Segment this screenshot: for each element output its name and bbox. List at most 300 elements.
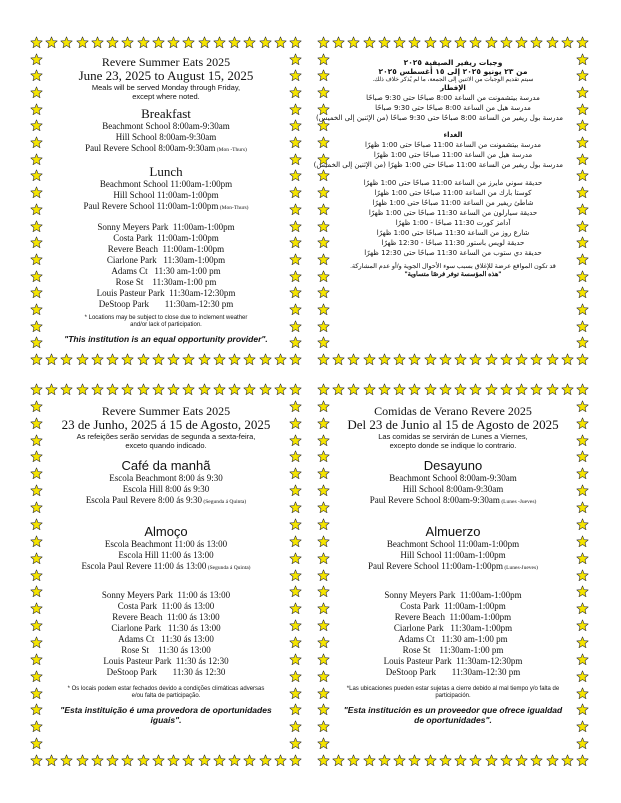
star-icon — [167, 36, 180, 49]
star-icon — [91, 754, 104, 767]
star-icon — [152, 36, 165, 49]
park-row: Rose St 11:30am-1:00 pm — [115, 277, 217, 287]
star-icon — [317, 220, 330, 233]
schedule-text: Escola Hill 8:00 ás 9:30 — [122, 484, 210, 494]
star-icon — [289, 737, 302, 750]
star-icon — [30, 203, 43, 216]
star-icon — [576, 53, 589, 66]
star-icon — [30, 336, 43, 349]
star-icon — [576, 86, 589, 99]
star-icon — [469, 353, 482, 366]
star-icon — [30, 69, 43, 82]
star-icon — [317, 569, 330, 582]
star-icon — [317, 320, 330, 333]
star-icon — [30, 417, 43, 430]
star-icon — [45, 383, 58, 396]
panel-arabic — [313, 36, 589, 366]
breakfast-heading: Breakfast — [141, 106, 191, 121]
star-icon — [76, 36, 89, 49]
star-icon — [289, 535, 302, 548]
star-icon — [469, 36, 482, 49]
date-range: Del 23 de Junio al 15 de Agosto de 2025 — [347, 417, 559, 432]
star-icon — [289, 670, 302, 683]
star-icon — [515, 383, 528, 396]
star-icon — [30, 186, 43, 199]
star-icon — [576, 569, 589, 582]
panel-title: Revere Summer Eats 2025 — [101, 55, 231, 69]
star-icon — [289, 703, 302, 716]
star-icon — [289, 619, 302, 632]
star-icon — [317, 434, 330, 447]
star-icon — [106, 754, 119, 767]
star-icon — [30, 383, 43, 396]
park-row: DeStoop Park 11:30 ás 12:30 — [106, 667, 226, 677]
star-icon — [259, 383, 272, 396]
star-icon — [317, 484, 330, 497]
date-range: 23 de Junho, 2025 á 15 de Agosto, 2025 — [61, 417, 271, 432]
park-row: DeStoop Park 11:30am-12:30 pm — [385, 667, 521, 677]
schedule-row: حديقة دي ستوب من الساعة 11:30 صباحًا حتى 12:30 ظهرًا — [364, 249, 542, 257]
star-icon — [76, 353, 89, 366]
star-icon — [121, 36, 134, 49]
schedule-text: Paul Revere School 8:00am-9:30am — [369, 495, 500, 505]
park-list — [343, 590, 563, 678]
lunch-heading: الغداء — [443, 131, 463, 139]
star-icon — [576, 320, 589, 333]
star-icon — [317, 535, 330, 548]
schedule-row — [343, 495, 563, 508]
park-list — [343, 178, 563, 258]
star-icon — [576, 535, 589, 548]
star-icon — [91, 36, 104, 49]
star-icon — [274, 353, 287, 366]
star-icon — [289, 286, 302, 299]
star-icon — [30, 653, 43, 666]
star-icon — [378, 383, 391, 396]
star-icon — [106, 353, 119, 366]
star-icon — [576, 653, 589, 666]
star-icon — [243, 353, 256, 366]
park-row: Adams Ct 11:30 am-1:00 pm — [111, 266, 221, 276]
star-icon — [137, 383, 150, 396]
star-icon — [561, 353, 574, 366]
star-icon — [576, 450, 589, 463]
star-icon — [561, 36, 574, 49]
star-icon — [30, 136, 43, 149]
park-row: Louis Pasteur Park 11:30 ás 12:30 — [103, 656, 229, 666]
star-icon — [30, 518, 43, 531]
schedule-text: Escola Beachmont 11:00 ás 13:00 — [104, 539, 228, 549]
schedule-row: حديقة سيارلون من الساعة 11:30 صباحًا حتى 1:00 ظهرًا — [368, 209, 538, 217]
panel-title: Revere Summer Eats 2025 — [101, 404, 231, 418]
star-icon — [289, 86, 302, 99]
star-icon — [30, 86, 43, 99]
star-icon — [289, 69, 302, 82]
star-icon — [76, 754, 89, 767]
star-icon — [576, 186, 589, 199]
star-icon — [30, 236, 43, 249]
lunch-heading: Almuerzo — [425, 524, 481, 539]
star-icon — [213, 353, 226, 366]
equal-opportunity-statement: "Esta institución es un proveedor que ofrece igualdad de oportunidades". — [343, 705, 563, 725]
star-icon — [289, 754, 302, 767]
star-icon — [317, 636, 330, 649]
star-icon — [408, 353, 421, 366]
star-icon — [289, 602, 302, 615]
star-icon — [91, 353, 104, 366]
star-icon — [259, 353, 272, 366]
breakfast-list — [316, 93, 563, 123]
star-icon — [485, 754, 498, 767]
star-icon — [30, 353, 43, 366]
star-icon — [515, 353, 528, 366]
star-icon — [576, 270, 589, 283]
star-icon — [317, 518, 330, 531]
star-icon — [317, 670, 330, 683]
star-icon — [454, 754, 467, 767]
star-icon — [30, 220, 43, 233]
schedule-row — [56, 484, 276, 495]
star-icon — [289, 720, 302, 733]
star-icon — [576, 484, 589, 497]
star-icon — [317, 69, 330, 82]
star-icon — [576, 670, 589, 683]
star-icon — [60, 36, 73, 49]
park-row: Costa Park 11:00 ás 13:00 — [117, 601, 215, 611]
star-icon — [347, 353, 360, 366]
schedule-text: Beachmont School 8:00am-9:30am — [102, 121, 230, 131]
equal-opportunity-statement: "Esta instituição é uma provedora de oportunidades iguais". — [60, 705, 272, 725]
star-icon — [243, 754, 256, 767]
star-icon — [424, 383, 437, 396]
star-icon — [439, 754, 452, 767]
star-icon — [152, 754, 165, 767]
star-icon — [576, 36, 589, 49]
schedule-row: آدامز كورت 11:30 صباحًا - 1:00 ظهرًا — [395, 219, 511, 227]
star-icon — [60, 383, 73, 396]
schedule-text: Escola Hill 11:00 ás 13:00 — [118, 550, 214, 560]
schedule-row — [56, 132, 276, 143]
star-icon — [576, 69, 589, 82]
star-icon — [30, 602, 43, 615]
star-icon — [30, 434, 43, 447]
star-icon — [30, 467, 43, 480]
star-icon — [30, 119, 43, 132]
star-icon — [317, 585, 330, 598]
star-icon — [317, 236, 330, 249]
star-icon — [317, 619, 330, 632]
closure-note: * Os locais podem estar fechados devido a condições climáticas adversas — [67, 686, 265, 692]
star-icon — [332, 383, 345, 396]
panel-title: Comidas de Verano Revere 2025 — [374, 404, 532, 418]
star-icon — [576, 103, 589, 116]
star-icon — [274, 754, 287, 767]
schedule-row — [343, 550, 563, 561]
star-icon — [289, 467, 302, 480]
closure-note: participación. — [435, 693, 471, 699]
star-icon — [30, 320, 43, 333]
star-icon — [576, 236, 589, 249]
closure-note: قد تكون المواقع عرضة للإغلاق بسبب سوء الأحوال الجوية و/أو عدم المشاركة. — [350, 263, 556, 270]
park-row: Revere Beach 11:00 ás 13:00 — [112, 612, 220, 622]
day-qualifier: (Lunes -Jueves) — [499, 499, 537, 505]
star-icon — [530, 353, 543, 366]
star-icon — [500, 754, 513, 767]
star-icon — [198, 383, 211, 396]
star-icon — [317, 336, 330, 349]
panel-content — [313, 58, 563, 279]
star-icon — [121, 754, 134, 767]
star-icon — [317, 602, 330, 615]
star-icon — [30, 253, 43, 266]
star-icon — [259, 754, 272, 767]
schedule-text: Hill School 8:00am-9:30am — [402, 484, 504, 494]
panel-spanish — [317, 383, 589, 767]
park-row: Sonny Meyers Park 11:00 ás 13:00 — [101, 590, 231, 600]
star-icon — [317, 467, 330, 480]
star-icon — [317, 400, 330, 413]
star-icon — [485, 36, 498, 49]
star-icon — [378, 36, 391, 49]
star-icon — [576, 417, 589, 430]
service-note: سيتم تقديم الوجبات من الاثنين إلى الجمعة، ما لم يُذكر خلاف ذلك. — [372, 77, 534, 83]
star-icon — [393, 353, 406, 366]
star-icon — [576, 737, 589, 750]
schedule-row: مدرسة بول ريفير من الساعة 8:00 صباحًا حتى 9:30 صباحًا (من الإثنين إلى الخميس) — [316, 114, 563, 122]
day-qualifier: (Segunda á Quinta) — [202, 499, 247, 505]
star-icon — [317, 501, 330, 514]
schedule-text: Paul Revere School 11:00am-1:00pm — [83, 201, 219, 211]
star-icon — [289, 585, 302, 598]
star-icon — [228, 353, 241, 366]
star-icon — [198, 353, 211, 366]
star-icon — [317, 353, 330, 366]
park-row: Costa Park 11:00am-1:00pm — [400, 601, 506, 611]
star-icon — [289, 501, 302, 514]
star-icon — [259, 36, 272, 49]
star-icon — [289, 434, 302, 447]
star-icon — [167, 754, 180, 767]
schedule-text: Escola Beachmont 8:00 ás 9:30 — [109, 473, 223, 483]
star-icon — [289, 270, 302, 283]
service-note: Las comidas se servirán de Lunes a Viernes, — [378, 432, 528, 441]
star-icon — [576, 602, 589, 615]
park-list — [56, 222, 276, 310]
star-icon — [60, 353, 73, 366]
schedule-row — [343, 561, 563, 574]
star-icon — [576, 720, 589, 733]
star-icon — [289, 103, 302, 116]
closure-note: * Locations may be subject to close due to inclement weather — [84, 315, 248, 321]
star-icon — [454, 353, 467, 366]
star-icon — [454, 383, 467, 396]
star-icon — [363, 754, 376, 767]
park-row: Rose St 11:30am-1:00 pm — [402, 645, 504, 655]
star-icon — [317, 270, 330, 283]
star-icon — [317, 169, 330, 182]
star-icon — [30, 303, 43, 316]
star-icon — [167, 383, 180, 396]
star-icon — [424, 754, 437, 767]
star-icon — [317, 450, 330, 463]
schedule-row — [56, 539, 276, 550]
star-icon — [289, 236, 302, 249]
star-icon — [439, 36, 452, 49]
star-icon — [289, 220, 302, 233]
star-icon — [45, 353, 58, 366]
park-row: Revere Beach 11:00am-1:00pm — [107, 244, 225, 254]
lunch-school-list — [56, 179, 276, 214]
schedule-text: Beachmont School 11:00am-1:00pm — [99, 179, 233, 189]
star-icon — [378, 353, 391, 366]
star-icon — [317, 687, 330, 700]
star-icon — [500, 383, 513, 396]
service-note: exceto quando indicado. — [125, 441, 207, 450]
star-icon — [393, 754, 406, 767]
star-icon — [76, 383, 89, 396]
star-icon — [530, 36, 543, 49]
star-icon — [576, 336, 589, 349]
schedule-row — [343, 484, 563, 495]
star-icon — [167, 353, 180, 366]
schedule-row — [56, 190, 276, 201]
day-qualifier: (Mon -Thurs) — [215, 147, 247, 153]
lunch-heading: Lunch — [149, 164, 183, 179]
schedule-row: مدرسة هيل من الساعة 8:00 صباحًا حتى 9:30 صباحًا — [375, 104, 531, 112]
breakfast-list — [56, 473, 276, 508]
star-icon — [182, 36, 195, 49]
park-row: Revere Beach 11:00am-1:00pm — [394, 612, 512, 622]
star-icon — [45, 754, 58, 767]
park-row: Ciarlone Park 11:30am-1:00pm — [393, 623, 513, 633]
star-icon — [289, 687, 302, 700]
schedule-text: Escola Paul Revere 8:00 ás 9:30 — [85, 495, 203, 505]
breakfast-heading: الإفطار — [440, 84, 466, 92]
schedule-text: Paul Revere School 11:00am-1:00pm — [368, 561, 503, 571]
star-icon — [317, 286, 330, 299]
star-icon — [152, 353, 165, 366]
star-icon — [30, 501, 43, 514]
panel-title: وجبات ريفير الصيفية ٢٠٢٥ — [403, 58, 503, 67]
star-icon — [332, 36, 345, 49]
star-icon — [576, 203, 589, 216]
star-icon — [30, 450, 43, 463]
star-icon — [317, 383, 330, 396]
star-icon — [289, 203, 302, 216]
date-range: من ٢٣ يونيو ٢٠٢٥ إلى ١٥ أغسطس ٢٠٢٥ — [378, 67, 528, 76]
star-icon — [576, 383, 589, 396]
schedule-row — [343, 473, 563, 484]
star-icon — [576, 754, 589, 767]
star-icon — [363, 353, 376, 366]
star-icon — [576, 552, 589, 565]
schedule-row — [343, 539, 563, 550]
star-icon — [576, 434, 589, 447]
star-icon — [576, 501, 589, 514]
star-icon — [289, 417, 302, 430]
star-icon — [213, 36, 226, 49]
star-icon — [469, 754, 482, 767]
star-icon — [289, 36, 302, 49]
star-icon — [576, 136, 589, 149]
lunch-school-list — [56, 539, 276, 574]
park-row: Adams Ct 11:30 am-1:00 pm — [398, 634, 508, 644]
service-note: As refeições serão servidas de segunda a sexta-feira, — [76, 432, 256, 441]
star-icon — [576, 286, 589, 299]
schedule-row — [56, 561, 276, 574]
star-icon — [289, 569, 302, 582]
star-icon — [332, 754, 345, 767]
star-icon — [30, 737, 43, 750]
star-icon — [30, 636, 43, 649]
schedule-text: Hill School 11:00am-1:00pm — [400, 550, 506, 560]
star-icon — [30, 670, 43, 683]
star-icon — [469, 383, 482, 396]
star-icon — [317, 86, 330, 99]
schedule-text: Hill School 11:00am-1:00pm — [113, 190, 219, 200]
star-icon — [289, 450, 302, 463]
star-icon — [45, 36, 58, 49]
star-icon — [198, 36, 211, 49]
star-icon — [363, 383, 376, 396]
star-icon — [317, 703, 330, 716]
star-icon — [576, 703, 589, 716]
schedule-row — [56, 495, 276, 508]
lunch-school-list — [313, 140, 563, 170]
star-icon — [546, 353, 559, 366]
star-icon — [91, 383, 104, 396]
star-icon — [530, 754, 543, 767]
star-icon — [393, 36, 406, 49]
star-icon — [332, 353, 345, 366]
star-icon — [576, 220, 589, 233]
star-icon — [317, 552, 330, 565]
star-icon — [546, 36, 559, 49]
star-icon — [137, 754, 150, 767]
star-icon — [515, 36, 528, 49]
star-icon — [317, 754, 330, 767]
closure-note: and/or lack of participation. — [130, 322, 202, 328]
lunch-school-list — [343, 539, 563, 574]
star-icon — [289, 136, 302, 149]
panel-content — [56, 405, 276, 725]
schedule-row — [56, 121, 276, 132]
star-icon — [289, 518, 302, 531]
schedule-text: Escola Paul Revere 11:00 ás 13:00 — [81, 561, 207, 571]
star-icon — [30, 400, 43, 413]
star-icon — [454, 36, 467, 49]
park-row: Sonny Meyers Park 11:00am-1:00pm — [384, 590, 522, 600]
star-icon — [317, 303, 330, 316]
park-row: Sonny Meyers Park 11:00am-1:00pm — [97, 222, 235, 232]
star-icon — [289, 186, 302, 199]
star-icon — [546, 383, 559, 396]
star-icon — [228, 383, 241, 396]
star-icon — [30, 687, 43, 700]
star-icon — [424, 353, 437, 366]
star-icon — [576, 169, 589, 182]
schedule-row: شاطئ ريفير من الساعة 11:00 صباحًا حتى 1:00 ظهرًا — [372, 199, 534, 207]
star-icon — [576, 119, 589, 132]
star-icon — [30, 552, 43, 565]
star-icon — [576, 518, 589, 531]
panel-portuguese — [30, 383, 302, 767]
star-icon — [198, 754, 211, 767]
star-icon — [317, 720, 330, 733]
schedule-row — [56, 201, 276, 214]
star-icon — [289, 53, 302, 66]
star-icon — [274, 383, 287, 396]
